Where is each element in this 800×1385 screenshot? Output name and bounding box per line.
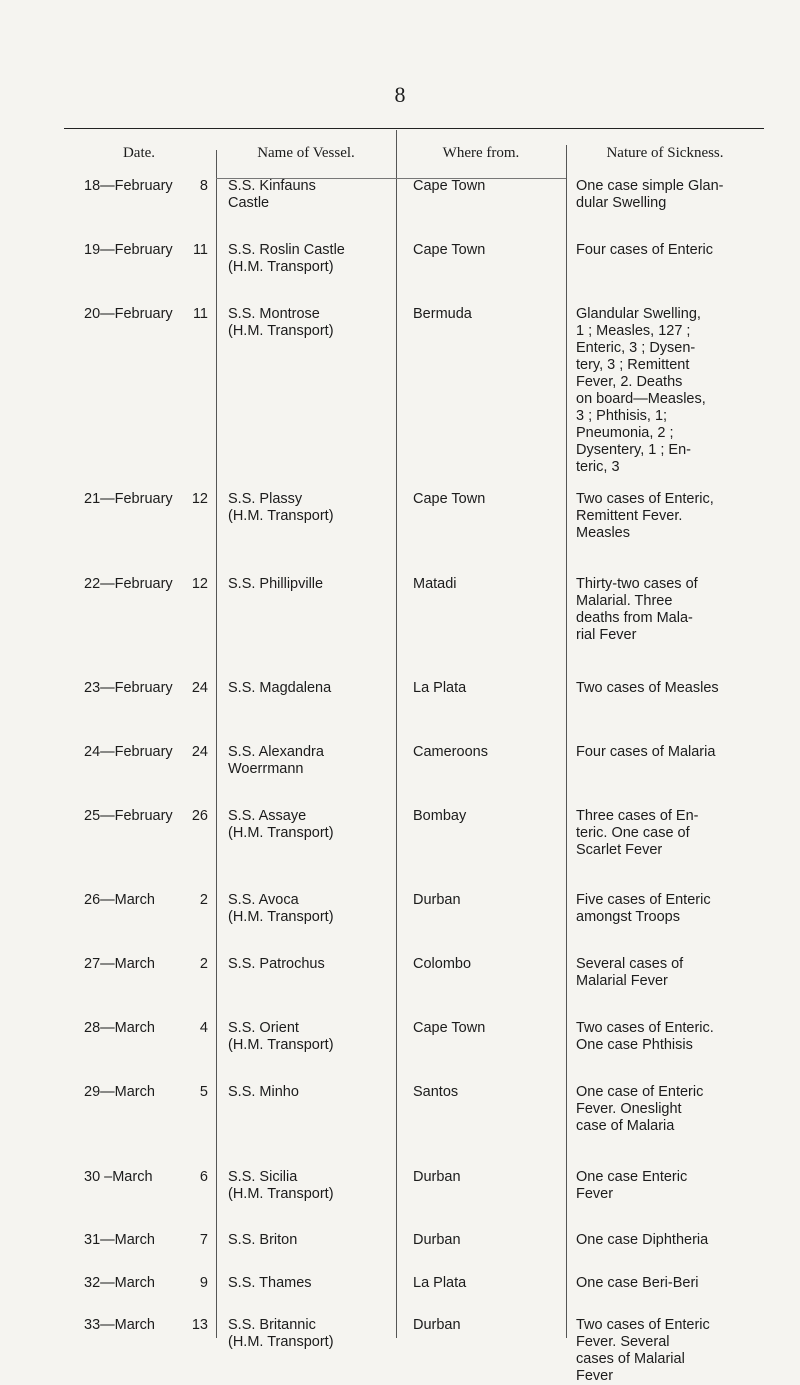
nature-cell-line: One case Diphtheria: [576, 1232, 709, 1248]
nature-cell: [576, 178, 752, 212]
vessel-cell-line: S.S. Plassy: [228, 491, 303, 507]
column-divider: [566, 145, 567, 1338]
date-cell: 19—February: [84, 242, 173, 258]
nature-cell-line: teric, 3: [576, 459, 620, 475]
nature-cell-line: Two cases of Measles: [576, 680, 719, 696]
vessel-cell: [228, 1317, 388, 1351]
nature-cell: [576, 1084, 752, 1135]
vessel-cell: [228, 744, 388, 778]
vessel-cell-line: Woerrmann: [228, 761, 304, 777]
nature-cell: [576, 956, 752, 990]
nature-cell-line: rial Fever: [576, 627, 637, 643]
vessel-cell: [228, 1232, 388, 1249]
nature-cell-line: cases of Malarial: [576, 1351, 685, 1367]
vessel-cell-line: S.S. Orient: [228, 1020, 299, 1036]
from-cell: Santos: [413, 1084, 459, 1100]
vessel-cell: [228, 242, 388, 276]
from-cell: Cape Town: [413, 178, 486, 194]
vessel-cell: [228, 808, 388, 842]
day-cell: 4: [199, 1020, 208, 1036]
vessel-cell-line: S.S. Roslin Castle: [228, 242, 345, 258]
date-cell: 30 –March: [84, 1169, 153, 1185]
from-cell: La Plata: [413, 1275, 467, 1291]
nature-cell: [576, 306, 752, 476]
vessel-cell: [228, 491, 388, 525]
nature-cell: [576, 1232, 752, 1249]
vessel-cell-line: Castle: [228, 195, 270, 211]
vessel-cell: [228, 1084, 388, 1101]
nature-cell: [576, 1317, 752, 1385]
vessel-cell-line: S.S. Minho: [228, 1084, 299, 1100]
vessel-cell-line: (H.M. Transport): [228, 825, 334, 841]
nature-cell-line: Malarial Fever: [576, 973, 668, 989]
nature-cell-line: Fever, 2. Deaths: [576, 374, 683, 390]
nature-cell-line: Measles: [576, 525, 630, 541]
nature-cell: [576, 744, 752, 761]
nature-cell-line: Pneumonia, 2 ;: [576, 425, 674, 441]
vessel-cell-line: S.S. Montrose: [228, 306, 320, 322]
day-cell: 5: [199, 1084, 208, 1100]
nature-cell-line: Five cases of Enteric: [576, 892, 711, 908]
nature-cell-line: Fever: [576, 1368, 614, 1384]
vessel-cell-line: (H.M. Transport): [228, 909, 334, 925]
day-cell: 6: [199, 1169, 208, 1185]
vessel-cell-line: (H.M. Transport): [228, 508, 334, 524]
vessel-cell: [228, 956, 388, 973]
nature-cell-line: Fever. Several: [576, 1334, 670, 1350]
day-cell: 26: [191, 808, 208, 824]
nature-cell-line: One case Enteric: [576, 1169, 688, 1185]
nature-cell-line: tery, 3 ; Remittent: [576, 357, 690, 373]
date-cell: 31—March: [84, 1232, 155, 1248]
vessel-cell-line: S.S. Sicilia: [228, 1169, 298, 1185]
date-cell: 28—March: [84, 1020, 155, 1036]
vessel-cell-line: S.S. Thames: [228, 1275, 312, 1291]
date-cell: 32—March: [84, 1275, 155, 1291]
nature-cell-line: teric. One case of: [576, 825, 690, 841]
header-from: Where from.: [442, 145, 520, 161]
nature-cell-line: Scarlet Fever: [576, 842, 663, 858]
nature-cell: [576, 808, 752, 859]
nature-cell: [576, 491, 752, 542]
header-nature: Nature of Sickness.: [606, 145, 724, 161]
nature-cell: [576, 1275, 752, 1292]
top-rule: [64, 128, 764, 129]
from-cell: Bermuda: [413, 306, 472, 322]
header-vessel: Name of Vessel.: [257, 145, 355, 161]
from-cell: Cape Town: [413, 1020, 486, 1036]
nature-cell-line: Two cases of Enteric: [576, 1317, 710, 1333]
vessel-cell: [228, 178, 388, 212]
nature-cell-line: One case of Enteric: [576, 1084, 704, 1100]
nature-cell-line: One case simple Glan-: [576, 178, 724, 194]
nature-cell-line: dular Swelling: [576, 195, 667, 211]
date-cell: 33—March: [84, 1317, 155, 1333]
from-cell: Matadi: [413, 576, 457, 592]
day-cell: 13: [191, 1317, 208, 1333]
nature-cell-line: Thirty-two cases of: [576, 576, 698, 592]
date-cell: 25—February: [84, 808, 173, 824]
nature-cell-line: 3 ; Phthisis, 1;: [576, 408, 668, 424]
nature-cell-line: Fever. Oneslight: [576, 1101, 682, 1117]
from-cell: La Plata: [413, 680, 467, 696]
nature-cell-line: Enteric, 3 ; Dysen-: [576, 340, 696, 356]
day-cell: 11: [192, 242, 208, 258]
day-cell: 7: [199, 1232, 208, 1248]
from-cell: Cameroons: [413, 744, 488, 760]
vessel-cell-line: (H.M. Transport): [228, 323, 334, 339]
day-cell: 11: [192, 306, 208, 322]
vessel-cell: [228, 892, 388, 926]
vessel-cell-line: (H.M. Transport): [228, 259, 334, 275]
nature-cell-line: One case Phthisis: [576, 1037, 693, 1053]
from-cell: Durban: [413, 892, 461, 908]
vessel-cell: [228, 306, 388, 340]
date-cell: 29—March: [84, 1084, 155, 1100]
date-cell: 27—March: [84, 956, 155, 972]
vessel-cell: [228, 680, 388, 697]
vessel-cell-line: (H.M. Transport): [228, 1186, 334, 1202]
nature-cell-line: Two cases of Enteric,: [576, 491, 714, 507]
date-cell: 18—February: [84, 178, 173, 194]
vessel-cell-line: (H.M. Transport): [228, 1334, 334, 1350]
day-cell: 2: [199, 956, 208, 972]
nature-cell-line: Remittent Fever.: [576, 508, 683, 524]
from-cell: Durban: [413, 1169, 461, 1185]
nature-cell-line: One case Beri-Beri: [576, 1275, 699, 1291]
vessel-cell-line: (H.M. Transport): [228, 1037, 334, 1053]
vessel-cell: [228, 1169, 388, 1203]
vessel-cell-line: S.S. Patrochus: [228, 956, 325, 972]
date-cell: 26—March: [84, 892, 155, 908]
date-cell: 21—February: [84, 491, 173, 507]
vessel-cell: [228, 1275, 388, 1292]
day-cell: 2: [199, 892, 208, 908]
vessel-cell-line: S.S. Assaye: [228, 808, 307, 824]
from-cell: Colombo: [413, 956, 472, 972]
vessel-cell-line: S.S. Britannic: [228, 1317, 316, 1333]
from-cell: Cape Town: [413, 491, 486, 507]
from-cell: Durban: [413, 1317, 461, 1333]
vessel-cell-line: S.S. Phillipville: [228, 576, 324, 592]
day-cell: 24: [191, 744, 208, 760]
page-number: 8: [394, 82, 406, 107]
date-cell: 24—February: [84, 744, 173, 760]
nature-cell-line: Glandular Swelling,: [576, 306, 701, 322]
vessel-cell-line: S.S. Alexandra: [228, 744, 324, 760]
day-cell: 12: [191, 576, 208, 592]
nature-cell-line: Four cases of Malaria: [576, 744, 716, 760]
date-cell: 23—February: [84, 680, 173, 696]
day-cell: 12: [191, 491, 208, 507]
vessel-cell-line: S.S. Avoca: [228, 892, 299, 908]
nature-cell: [576, 242, 752, 259]
vessel-cell: [228, 1020, 388, 1054]
nature-cell-line: deaths from Mala-: [576, 610, 693, 626]
nature-cell: [576, 1020, 752, 1054]
nature-cell: [576, 576, 752, 644]
column-divider: [216, 150, 217, 1338]
day-cell: 8: [199, 178, 208, 194]
header-date: Date.: [122, 145, 156, 161]
column-divider: [396, 130, 397, 1338]
date-cell: 20—February: [84, 306, 173, 322]
nature-cell-line: Three cases of En-: [576, 808, 699, 824]
nature-cell-line: amongst Troops: [576, 909, 680, 925]
nature-cell-line: Several cases of: [576, 956, 684, 972]
nature-cell: [576, 1169, 752, 1203]
date-cell: 22—February: [84, 576, 173, 592]
from-cell: Bombay: [413, 808, 467, 824]
nature-cell-line: 1 ; Measles, 127 ;: [576, 323, 691, 339]
vessel-cell-line: S.S. Briton: [228, 1232, 298, 1248]
from-cell: Cape Town: [413, 242, 486, 258]
day-cell: 24: [191, 680, 208, 696]
from-cell: Durban: [413, 1232, 461, 1248]
nature-cell: [576, 892, 752, 926]
nature-cell-line: Malarial. Three: [576, 593, 673, 609]
nature-cell-line: Two cases of Enteric.: [576, 1020, 714, 1036]
vessel-cell-line: S.S. Kinfauns: [228, 178, 316, 194]
nature-cell: [576, 680, 752, 697]
nature-cell-line: on board—Measles,: [576, 391, 706, 407]
nature-cell-line: Fever: [576, 1186, 614, 1202]
vessel-cell: [228, 576, 388, 593]
nature-cell-line: case of Malaria: [576, 1118, 675, 1134]
nature-cell-line: Four cases of Enteric: [576, 242, 713, 258]
vessel-cell-line: S.S. Magdalena: [228, 680, 332, 696]
day-cell: 9: [199, 1275, 208, 1291]
nature-cell-line: Dysentery, 1 ; En-: [576, 442, 691, 458]
